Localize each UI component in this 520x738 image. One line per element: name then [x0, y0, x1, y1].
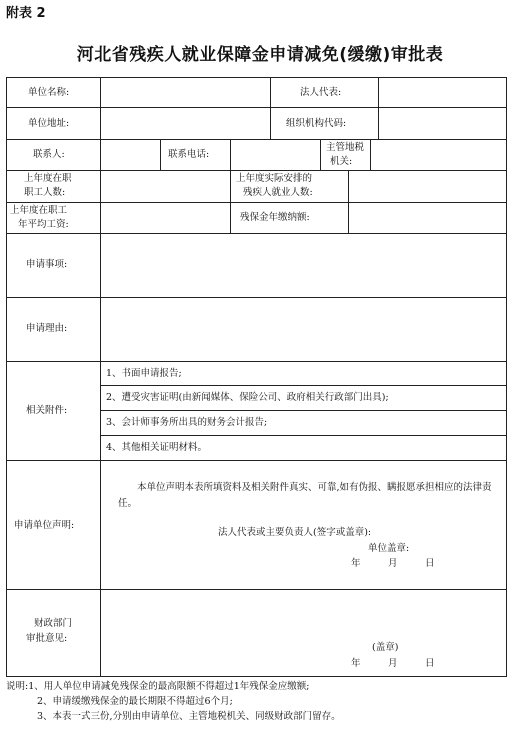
fee-label: 残保金年缴纳额:	[240, 212, 310, 223]
disabled-label-2: 残疾人就业人数:	[243, 187, 313, 198]
signer-label: 法人代表或主要负责人(签字或盖章):	[218, 527, 372, 538]
staff-label-1: 上年度在职	[24, 173, 72, 184]
attachment-item: 4、其他相关证明材料。	[106, 442, 208, 453]
seal-label: (盖章)	[372, 642, 399, 653]
declaration-label: 申请单位声明:	[14, 520, 75, 531]
date-month: 月	[388, 558, 398, 569]
finance-label-1: 财政部门	[34, 618, 73, 629]
attachment-item: 1、书面申请报告;	[106, 368, 182, 379]
finance-date-year: 年	[351, 658, 361, 669]
date-year: 年	[351, 558, 361, 569]
annex-label: 附表 2	[6, 6, 46, 21]
disabled-label-1: 上年度实际安排的	[236, 173, 313, 184]
finance-date-day: 日	[425, 658, 435, 669]
attachments-label: 相关附件:	[26, 405, 68, 416]
tax-office-label-2: 机关:	[330, 156, 353, 167]
reason-label: 申请理由:	[26, 323, 68, 334]
finance-label-2: 审批意见:	[26, 633, 68, 644]
contact-label: 联系人:	[33, 149, 65, 160]
matter-label: 申请事项:	[26, 259, 68, 270]
note-line: 说明:1、用人单位申请减免残保金的最高限额不得超过1年残保金应缴额;	[6, 681, 310, 692]
note-line: 2、申请缓缴残保金的最长期限不得超过6个月;	[37, 696, 233, 707]
attachment-item: 3、会计师事务所出具的财务会计报告;	[106, 417, 268, 428]
tax-office-label-1: 主管地税	[326, 142, 365, 153]
attachment-item: 2、遭受灾害证明(由新闻媒体、保险公司、政府相关行政部门出具);	[106, 392, 389, 403]
wage-label-1: 上年度在职工	[10, 205, 68, 216]
note-line: 3、本表一式三份,分别由申请单位、主管地税机关、同级财政部门留存。	[37, 711, 341, 722]
unit-seal-label: 单位盖章:	[368, 543, 410, 554]
date-day: 日	[425, 558, 435, 569]
declaration-text: 本单位声明本表所填资料及相关附件真实、可靠,如有伪报、瞒报愿承担相应的法律责任。	[118, 482, 492, 509]
staff-label-2: 职工人数:	[24, 187, 66, 198]
unit-name-label: 单位名称:	[28, 87, 70, 98]
form-title: 河北省残疾人就业保障金申请减免(缓缴)审批表	[76, 45, 444, 65]
wage-label-2: 年平均工资:	[18, 219, 69, 230]
legal-rep-label: 法人代表:	[300, 87, 342, 98]
org-code-label: 组织机构代码:	[286, 118, 347, 129]
unit-address-label: 单位地址:	[28, 118, 70, 129]
finance-date-month: 月	[388, 658, 398, 669]
phone-label: 联系电话:	[168, 149, 210, 160]
